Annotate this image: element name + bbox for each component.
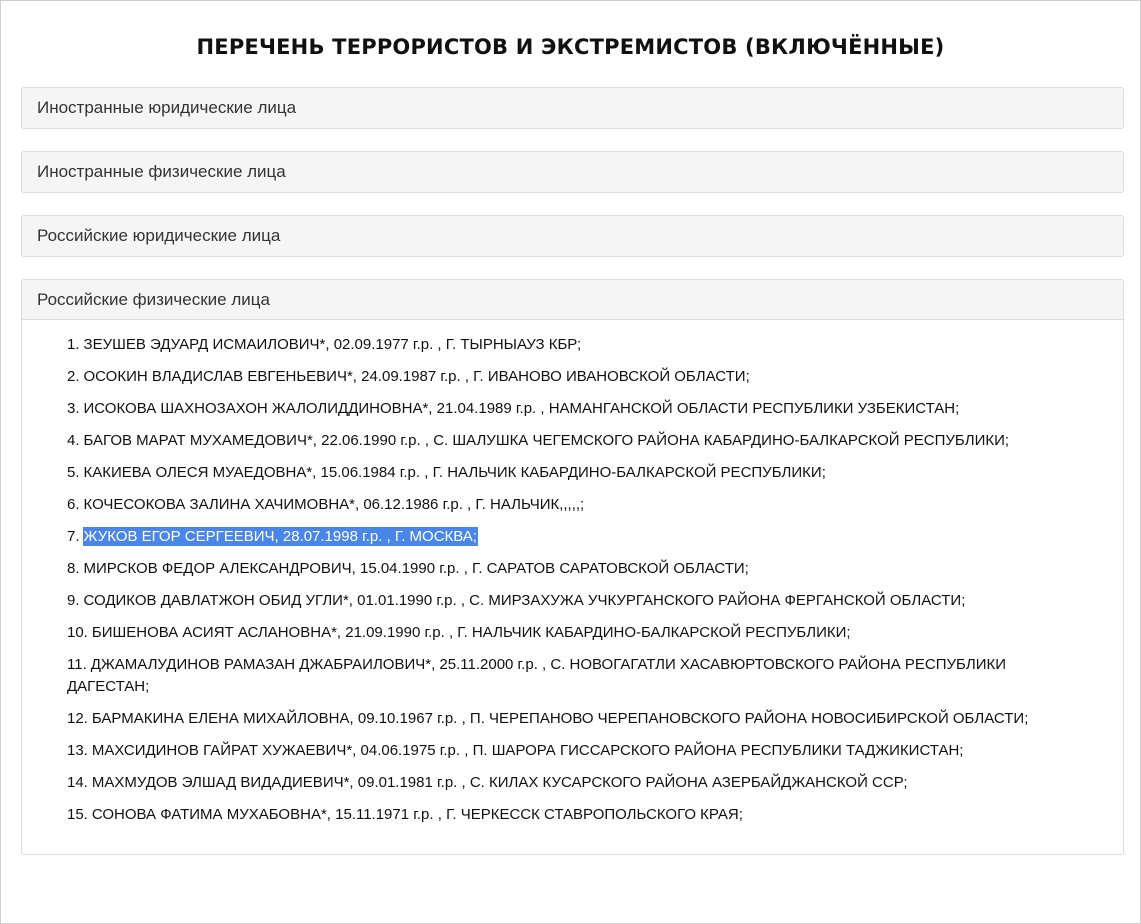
panel-heading-foreign-individuals[interactable]: Иностранные физические лица xyxy=(22,152,1123,192)
list-item xyxy=(67,772,1108,794)
list-item-number: 8. xyxy=(67,560,80,577)
list-item-number: 2. xyxy=(67,368,80,385)
list-item-number: 15. xyxy=(67,806,88,823)
list-item-number: 14. xyxy=(67,774,88,791)
list-item-text: МИРСКОВ ФЕДОР АЛЕКСАНДРОВИЧ, 15.04.1990 г.р. , Г. САРАТОВ САРАТОВСКОЙ ОБЛАСТИ; xyxy=(83,560,749,577)
list-item xyxy=(67,398,1108,420)
list-item xyxy=(67,708,1108,730)
list-item-number: 9. xyxy=(67,592,80,609)
list-item xyxy=(67,804,1108,826)
list-item-number: 7. xyxy=(67,528,80,545)
list-item-text: ЖУКОВ ЕГОР СЕРГЕЕВИЧ, 28.07.1998 г.р. , Г. МОСКВА; xyxy=(83,528,477,545)
list-item-text: БАРМАКИНА ЕЛЕНА МИХАЙЛОВНА, 09.10.1967 г.р. , П. ЧЕРЕПАНОВО ЧЕРЕПАНОВСКОГО РАЙОНА НОВОСИБИРСКОЙ ОБЛАСТИ; xyxy=(91,710,1029,727)
list-item xyxy=(67,622,1108,644)
list-item-number: 1. xyxy=(67,336,80,353)
list-item-text: ДЖАМАЛУДИНОВ РАМАЗАН ДЖАБРАИЛОВИЧ*, 25.11.2000 г.р. , С. НОВОГАГАТЛИ ХАСАВЮРТОВСКОГО РАЙОНА РЕСПУБЛИКИ ДАГЕСТАН; xyxy=(67,656,1007,695)
page-title: ПЕРЕЧЕНЬ ТЕРРОРИСТОВ И ЭКСТРЕМИСТОВ (ВКЛЮЧЁННЫЕ) xyxy=(196,35,945,59)
list-item xyxy=(67,494,1108,516)
panel-foreign-legal-entities xyxy=(21,87,1124,129)
list-item-text: БАГОВ МАРАТ МУХАМЕДОВИЧ*, 22.06.1990 г.р. , С. ШАЛУШКА ЧЕГЕМСКОГО РАЙОНА КАБАРДИНО-БАЛКАРСКОЙ РЕСПУБЛИКИ; xyxy=(83,432,1010,449)
panel-russian-legal-entities xyxy=(21,215,1124,257)
list-item-number: 6. xyxy=(67,496,80,513)
entry-list xyxy=(37,334,1108,826)
list-item-number: 5. xyxy=(67,464,80,481)
list-item xyxy=(67,558,1108,580)
panel-russian-individuals xyxy=(21,279,1124,855)
list-item-number: 12. xyxy=(67,710,88,727)
list-item xyxy=(67,526,1108,548)
panel-foreign-individuals xyxy=(21,151,1124,193)
list-item-text: СОДИКОВ ДАВЛАТЖОН ОБИД УГЛИ*, 01.01.1990 г.р. , С. МИРЗАХУЖА УЧКУРГАНСКОГО РАЙОНА ФЕРГАНСКОЙ ОБЛАСТИ; xyxy=(83,592,966,609)
panel-heading-russian-individuals[interactable]: Российские физические лица xyxy=(22,280,1123,320)
list-item-text: ЗЕУШЕВ ЭДУАРД ИСМАИЛОВИЧ*, 02.09.1977 г.р. , Г. ТЫРНЫАУЗ КБР; xyxy=(83,336,582,353)
list-item xyxy=(67,590,1108,612)
list-item-number: 11. xyxy=(67,656,87,673)
list-item-number: 13. xyxy=(67,742,88,759)
panel-heading-foreign-legal-entities[interactable]: Иностранные юридические лица xyxy=(22,88,1123,128)
list-item xyxy=(67,462,1108,484)
list-item-text: МАХСИДИНОВ ГАЙРАТ ХУЖАЕВИЧ*, 04.06.1975 г.р. , П. ШАРОРА ГИССАРСКОГО РАЙОНА РЕСПУБЛИКИ ТАДЖИКИСТАН; xyxy=(91,742,964,759)
list-item-text: КАКИЕВА ОЛЕСЯ МУАЕДОВНА*, 15.06.1984 г.р. , Г. НАЛЬЧИК КАБАРДИНО-БАЛКАРСКОЙ РЕСПУБЛИКИ; xyxy=(83,464,826,481)
panel-heading-russian-legal-entities[interactable]: Российские юридические лица xyxy=(22,216,1123,256)
list-item xyxy=(67,654,1108,698)
list-item xyxy=(67,430,1108,452)
panel-body-russian-individuals xyxy=(22,320,1123,854)
list-item-number: 3. xyxy=(67,400,80,417)
list-item-text: КОЧЕСОКОВА ЗАЛИНА ХАЧИМОВНА*, 06.12.1986 г.р. , Г. НАЛЬЧИК,,,,,; xyxy=(83,496,585,513)
list-item-text: СОНОВА ФАТИМА МУХАБОВНА*, 15.11.1971 г.р. , Г. ЧЕРКЕССК СТАВРОПОЛЬСКОГО КРАЯ; xyxy=(91,806,743,823)
list-item xyxy=(67,740,1108,762)
list-item-number: 4. xyxy=(67,432,80,449)
list-item xyxy=(67,366,1108,388)
list-item-text: ИСОКОВА ШАХНОЗАХОН ЖАЛОЛИДДИНОВНА*, 21.04.1989 г.р. , НАМАНГАНСКОЙ ОБЛАСТИ РЕСПУБЛИКИ УЗБЕКИСТАН; xyxy=(83,400,960,417)
list-item xyxy=(67,334,1108,356)
list-item-text: ОСОКИН ВЛАДИСЛАВ ЕВГЕНЬЕВИЧ*, 24.09.1987 г.р. , Г. ИВАНОВО ИВАНОВСКОЙ ОБЛАСТИ; xyxy=(83,368,750,385)
list-item-text: МАХМУДОВ ЭЛШАД ВИДАДИЕВИЧ*, 09.01.1981 г.р. , С. КИЛАХ КУСАРСКОГО РАЙОНА АЗЕРБАЙДЖАНСКОЙ ССР; xyxy=(91,774,908,791)
list-item-text: БИШЕНОВА АСИЯТ АСЛАНОВНА*, 21.09.1990 г.р. , Г. НАЛЬЧИК КАБАРДИНО-БАЛКАРСКОЙ РЕСПУБЛИКИ; xyxy=(91,624,851,641)
accordion xyxy=(21,87,1124,855)
list-item-number: 10. xyxy=(67,624,88,641)
